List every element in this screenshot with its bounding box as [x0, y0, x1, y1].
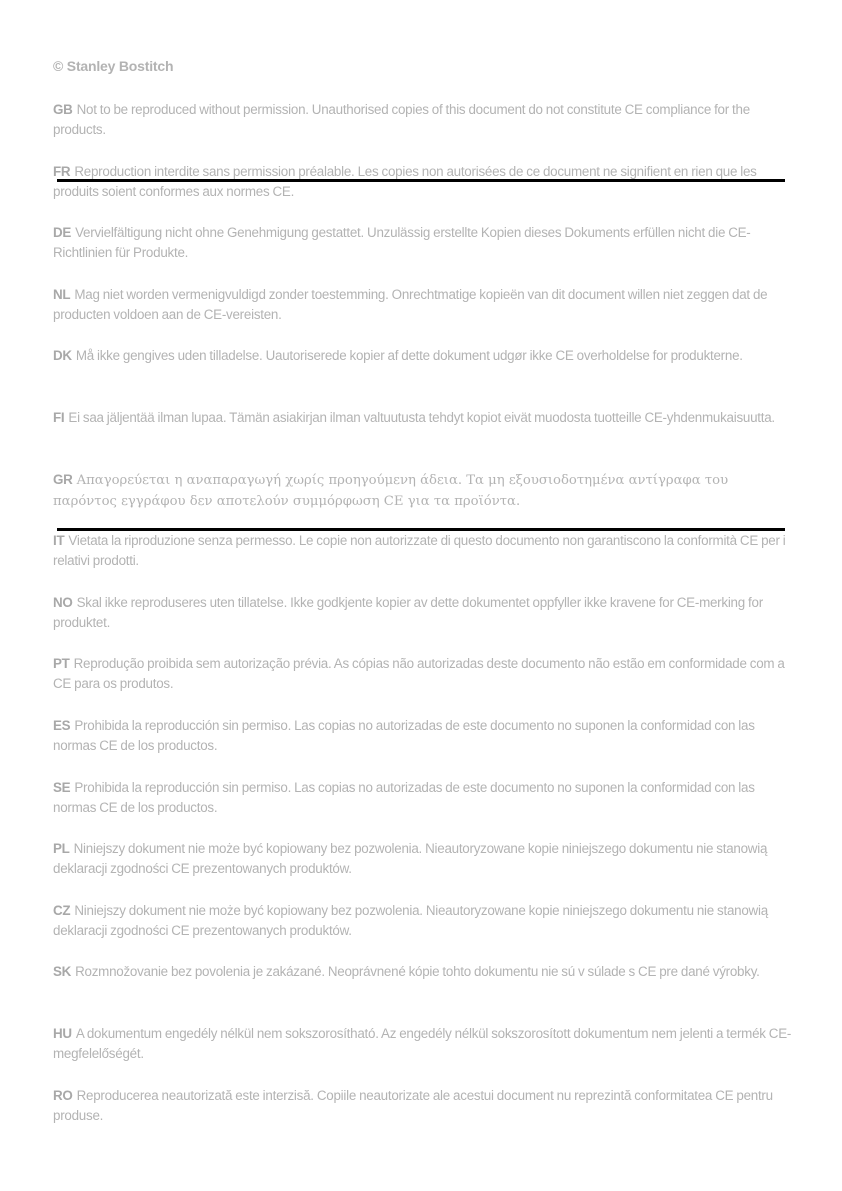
notice-pl [53, 839, 795, 879]
notice-text: Not to be reproduced without permission. Unauthorised copies of this document do not constitute CE compliance for the products. [53, 102, 750, 137]
language-code: CZ [53, 902, 71, 918]
notice-hu [53, 1024, 795, 1064]
copyright-notice: © Stanley Bostitch [53, 58, 174, 74]
notice-text: Mag niet worden vermenigvuldigd zonder toestemming. Onrechtmatige kopieën van dit document willen niet zeggen dat de producten voldoen aan de CE-vereisten. [53, 286, 768, 322]
language-code: SK [53, 964, 72, 980]
language-code: NL [53, 286, 71, 302]
language-code: RO [53, 1087, 73, 1103]
language-code: ES [53, 717, 71, 733]
notice-text: Prohibida la reproducción sin permiso. Las copias no autorizadas de este documento no suponen la conformidad con las normas CE de los productos. [53, 717, 755, 753]
notice-text: Prohibida la reproducción sin permiso. Las copias no autorizadas de este documento no suponen la conformidad con las normas CE de los productos. [53, 779, 755, 815]
notice-de [53, 223, 795, 263]
notice-it [53, 531, 795, 571]
notice-es [53, 716, 795, 756]
language-code: GB [53, 102, 73, 117]
notice-list [53, 100, 795, 1147]
horizontal-rule [57, 528, 785, 531]
notice-text: Reproduction interdite sans permission préalable. Les copies non autorisées de ce document ne signifient en rien que les produits soient conformes aux normes CE. [53, 163, 757, 199]
notice-gb [53, 100, 795, 140]
notice-text: Απαγορεύεται η αναπαραγωγή χωρίς προηγούμενη άδεια. Τα μη εξουσιοδοτημένα αντίγραφα του παρόντος εγγράφου δεν αποτελούν συμμόρφωση CE για τα προϊόντα. [53, 472, 729, 509]
notice-text: Skal ikke reproduseres uten tillatelse. Ikke godkjente kopier av dette dokumentet oppfyller ikke kravene for CE-merking for produktet. [53, 594, 763, 630]
notice-text: Niniejszy dokument nie może być kopiowany bez pozwolenia. Nieautoryzowane kopie niniejszego dokumentu nie stanowią deklaracji zgodności CE prezentowanych produktów. [53, 841, 768, 877]
notice-text: Reproducerea neautorizată este interzisă. Copiile neautorizate ale acestui document nu reprezintă conformitatea CE pentru produse. [53, 1087, 773, 1123]
notice-cz [53, 901, 795, 941]
language-code: SE [53, 779, 71, 795]
notice-no [53, 593, 795, 633]
notice-pt [53, 654, 795, 694]
notice-text: A dokumentum engedély nélkül nem sokszorosítható. Az engedély nélkül sokszorosított dokumentum nem jelenti a termék CE-megfelelőségét. [53, 1025, 792, 1061]
language-code: PT [53, 656, 70, 672]
language-code: DK [53, 348, 72, 364]
language-code: PL [53, 841, 70, 857]
notice-dk [53, 346, 795, 386]
notice-text: Niniejszy dokument nie może być kopiowany bez pozwolenia. Nieautoryzowane kopie niniejszego dokumentu nie stanowią deklaracji zgodności CE prezentowanych produktów. [53, 902, 768, 938]
notice-text: Vervielfältigung nicht ohne Genehmigung gestattet. Unzulässig erstellte Kopien dieses Dokuments erfüllen nicht die CE-Richtlinien für Produkte. [53, 225, 751, 261]
notice-fi [53, 408, 795, 448]
notice-nl [53, 285, 795, 325]
notice-se [53, 778, 795, 818]
language-code: DE [53, 225, 72, 241]
language-code: GR [53, 471, 73, 487]
horizontal-rule [57, 179, 785, 182]
notice-ro [53, 1086, 795, 1126]
notice-text: Vietata la riproduzione senza permesso. Le copie non autorizzate di questo documento non garantiscono la conformità CE per i relativi prodotti. [53, 533, 786, 569]
notice-text: Rozmnožovanie bez povolenia je zakázané. Neoprávnené kópie tohto dokumentu nie sú v súlade s CE pre dané výrobky. [75, 964, 760, 980]
notice-sk [53, 962, 795, 1002]
language-code: FI [53, 409, 65, 425]
language-code: NO [53, 594, 73, 610]
notice-text: Må ikke gengives uden tilladelse. Uautoriserede kopier af dette dokument udgør ikke CE overholdelse for produkterne. [75, 348, 743, 364]
notice-text: Reprodução proibida sem autorização prévia. As cópias não autorizadas deste documento não estão em conformidade com a CE para os produtos. [53, 656, 785, 692]
notice-text: Ei saa jäljentää ilman lupaa. Tämän asiakirjan ilman valtuutusta tehdyt kopiot eivät muodosta tuotteille CE-yhdenmukaisuutta. [68, 409, 775, 425]
language-code: HU [53, 1025, 72, 1041]
language-code: FR [53, 163, 71, 179]
language-code: IT [53, 533, 65, 549]
notice-gr [53, 470, 795, 510]
